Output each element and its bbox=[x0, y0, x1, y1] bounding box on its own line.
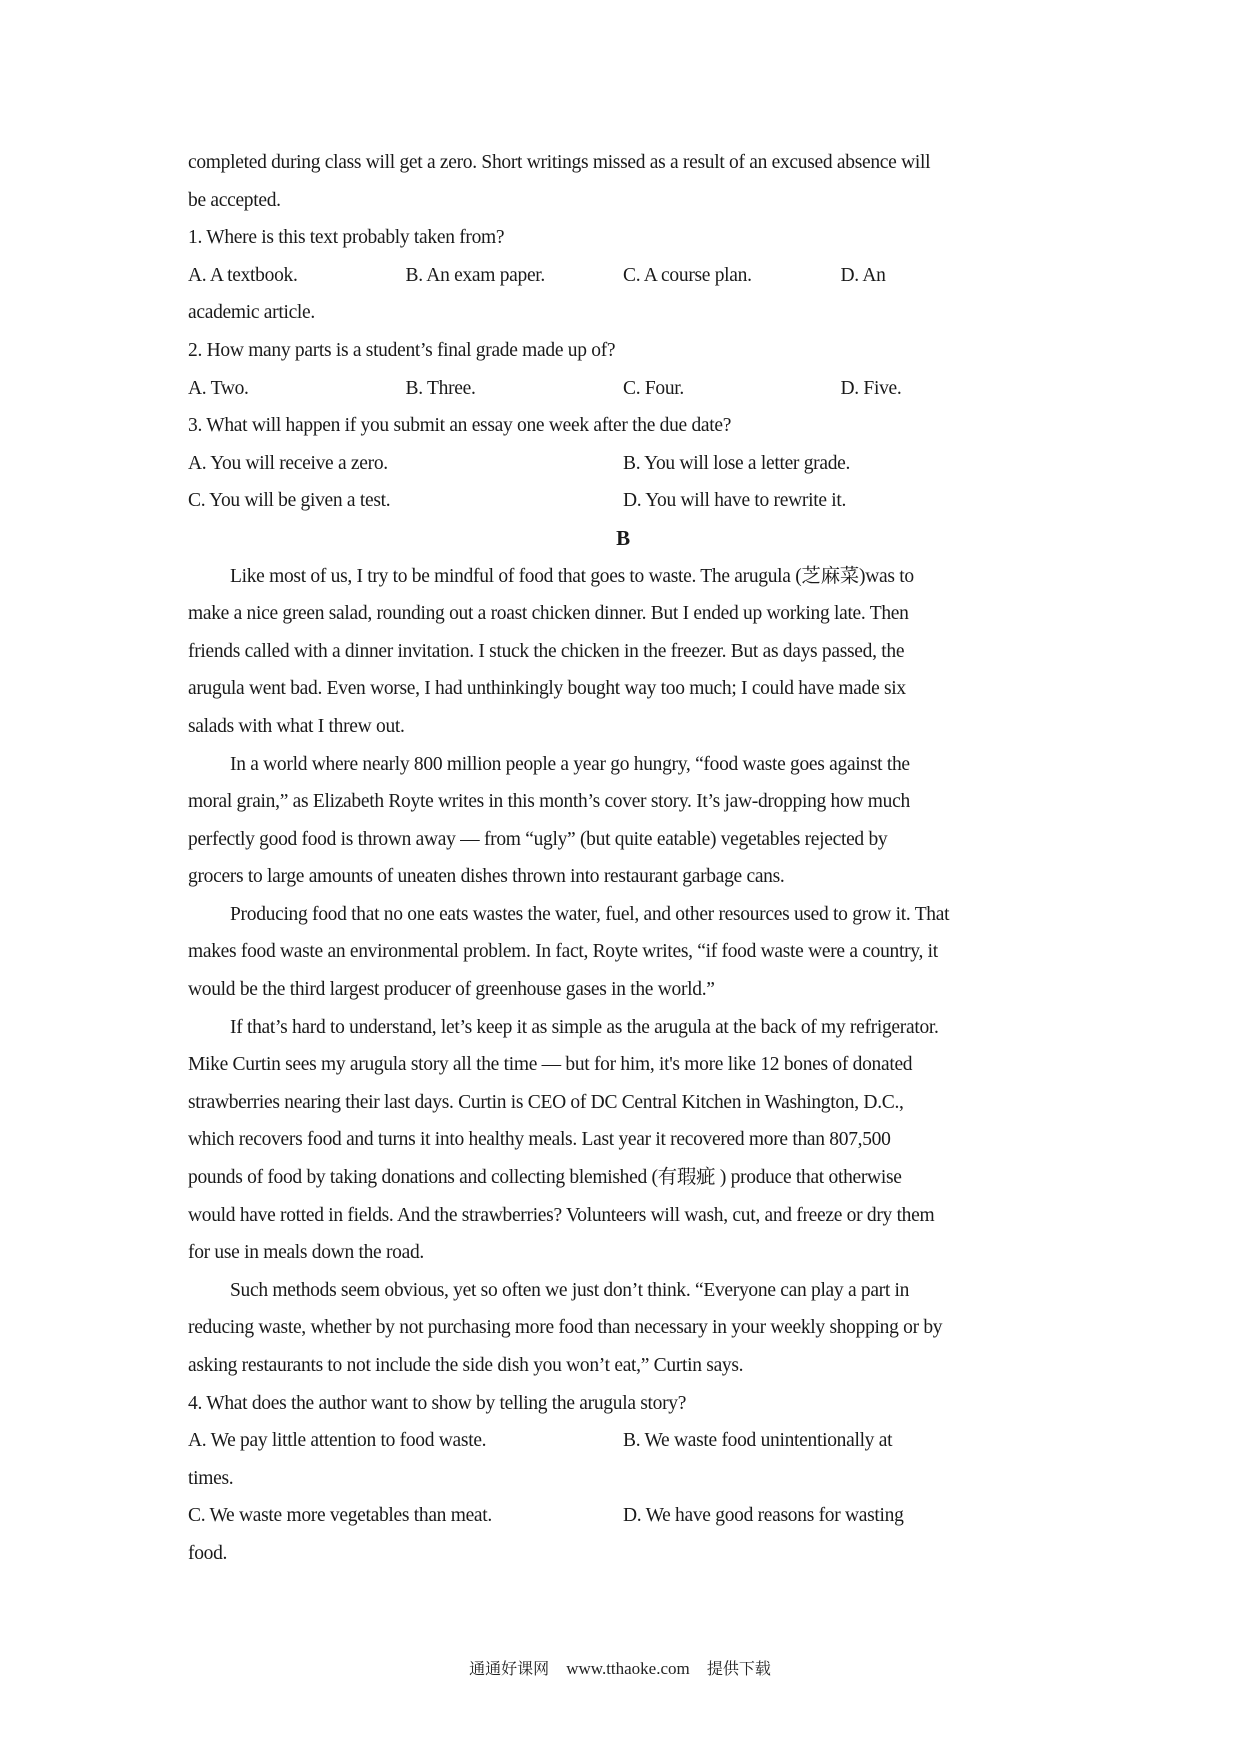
option-a: A. We pay little attention to food waste. bbox=[188, 1430, 487, 1452]
question-stem: 4. What does the author want to show by telling the arugula story? bbox=[188, 1392, 687, 1414]
option-b: B. An exam paper. bbox=[405, 264, 545, 286]
text-line: strawberries nearing their last days. Curtin is CEO of DC Central Kitchen in Washington, D.C., bbox=[188, 1091, 904, 1113]
question-2 bbox=[188, 332, 1058, 407]
page-footer bbox=[0, 1656, 1240, 1679]
paragraph-4 bbox=[188, 1009, 1058, 1272]
text-line: pounds of food by taking donations and collecting blemished (有瑕疵 ) produce that otherwise bbox=[188, 1167, 902, 1189]
question-stem: 1. Where is this text probably taken from? bbox=[188, 227, 505, 249]
options-row bbox=[188, 1497, 1058, 1535]
paragraph-3 bbox=[188, 896, 1058, 1009]
document-page bbox=[188, 144, 1058, 1573]
question-3 bbox=[188, 407, 1058, 520]
option-d: D. You will have to rewrite it. bbox=[623, 490, 847, 512]
text-line: In a world where nearly 800 million people a year go hungry, “food waste goes against the bbox=[230, 753, 910, 775]
footer-suffix: 提供下载 bbox=[706, 1659, 771, 1678]
option-a: A. A textbook. bbox=[188, 264, 298, 286]
text-line: be accepted. bbox=[188, 189, 281, 211]
text-line: would have rotted in fields. And the strawberries? Volunteers will wash, cut, and freeze or dry them bbox=[188, 1204, 935, 1226]
paragraph-1 bbox=[188, 558, 1058, 746]
option-continuation: times. bbox=[188, 1467, 234, 1489]
text-line: grocers to large amounts of uneaten dishes thrown into restaurant garbage cans. bbox=[188, 866, 785, 888]
text-line: for use in meals down the road. bbox=[188, 1242, 425, 1264]
question-stem: 2. How many parts is a student’s final grade made up of? bbox=[188, 339, 616, 361]
question-4 bbox=[188, 1385, 1058, 1573]
text-line: salads with what I threw out. bbox=[188, 715, 405, 737]
text-line: would be the third largest producer of greenhouse gases in the world.” bbox=[188, 979, 715, 1001]
text-line: completed during class will get a zero. Short writings missed as a result of an excused absence will bbox=[188, 152, 931, 173]
paragraph-2 bbox=[188, 746, 1058, 896]
option-continuation: academic article. bbox=[188, 302, 315, 324]
options-row bbox=[188, 1422, 1058, 1460]
option-a: A. Two. bbox=[188, 377, 249, 399]
option-c: C. Four. bbox=[623, 377, 684, 399]
section-title: B bbox=[616, 525, 630, 550]
text-line: which recovers food and turns it into healthy meals. Last year it recovered more than 807,500 bbox=[188, 1129, 891, 1151]
footer-url[interactable]: www.tthaoke.com bbox=[566, 1659, 690, 1678]
text-line: Producing food that no one eats wastes the water, fuel, and other resources used to grow it. That bbox=[230, 903, 950, 925]
option-continuation: food. bbox=[188, 1542, 228, 1564]
text-line: arugula went bad. Even worse, I had unthinkingly bought way too much; I could have made six bbox=[188, 678, 906, 700]
question-1 bbox=[188, 219, 1058, 332]
option-d: D. We have good reasons for wasting bbox=[623, 1505, 904, 1527]
option-b: B. We waste food unintentionally at bbox=[623, 1430, 893, 1452]
options-row bbox=[188, 370, 1058, 408]
text-line: reducing waste, whether by not purchasing more food than necessary in your weekly shopping or by bbox=[188, 1317, 943, 1339]
text-line: Like most of us, I try to be mindful of food that goes to waste. The arugula (芝麻菜)was to bbox=[230, 565, 914, 587]
text-line: moral grain,” as Elizabeth Royte writes in this month’s cover story. It’s jaw-dropping how much bbox=[188, 791, 910, 813]
paragraph-5 bbox=[188, 1272, 1058, 1385]
text-line: Such methods seem obvious, yet so often we just don’t think. “Everyone can play a part in bbox=[230, 1279, 910, 1301]
option-a: A. You will receive a zero. bbox=[188, 452, 388, 474]
option-d: D. An bbox=[840, 264, 886, 286]
text-line: perfectly good food is thrown away — from “ugly” (but quite eatable) vegetables rejected by bbox=[188, 828, 888, 850]
option-c: C. We waste more vegetables than meat. bbox=[188, 1505, 492, 1527]
text-line: Mike Curtin sees my arugula story all the time — but for him, it's more like 12 bones of donated bbox=[188, 1054, 913, 1076]
passage-a-tail bbox=[188, 144, 1058, 219]
text-line: make a nice green salad, rounding out a roast chicken dinner. But I ended up working late. Then bbox=[188, 603, 909, 625]
text-line: If that’s hard to understand, let’s keep it as simple as the arugula at the back of my refrigerator. bbox=[230, 1016, 939, 1038]
option-d: D. Five. bbox=[840, 377, 902, 399]
option-b: B. Three. bbox=[405, 377, 476, 399]
options-row bbox=[188, 445, 1058, 483]
option-c: C. You will be given a test. bbox=[188, 490, 391, 512]
passage-b bbox=[188, 558, 1058, 1385]
options-row bbox=[188, 257, 1058, 295]
option-b: B. You will lose a letter grade. bbox=[623, 452, 851, 474]
text-line: makes food waste an environmental problem. In fact, Royte writes, “if food waste were a country, it bbox=[188, 941, 938, 963]
text-line: asking restaurants to not include the side dish you won’t eat,” Curtin says. bbox=[188, 1355, 744, 1376]
text-line: friends called with a dinner invitation. I stuck the chicken in the freezer. But as days passed, the bbox=[188, 640, 905, 662]
option-c: C. A course plan. bbox=[623, 264, 752, 286]
footer-site-name: 通通好课网 bbox=[469, 1659, 550, 1678]
options-row bbox=[188, 482, 1058, 520]
question-stem: 3. What will happen if you submit an essay one week after the due date? bbox=[188, 415, 732, 437]
